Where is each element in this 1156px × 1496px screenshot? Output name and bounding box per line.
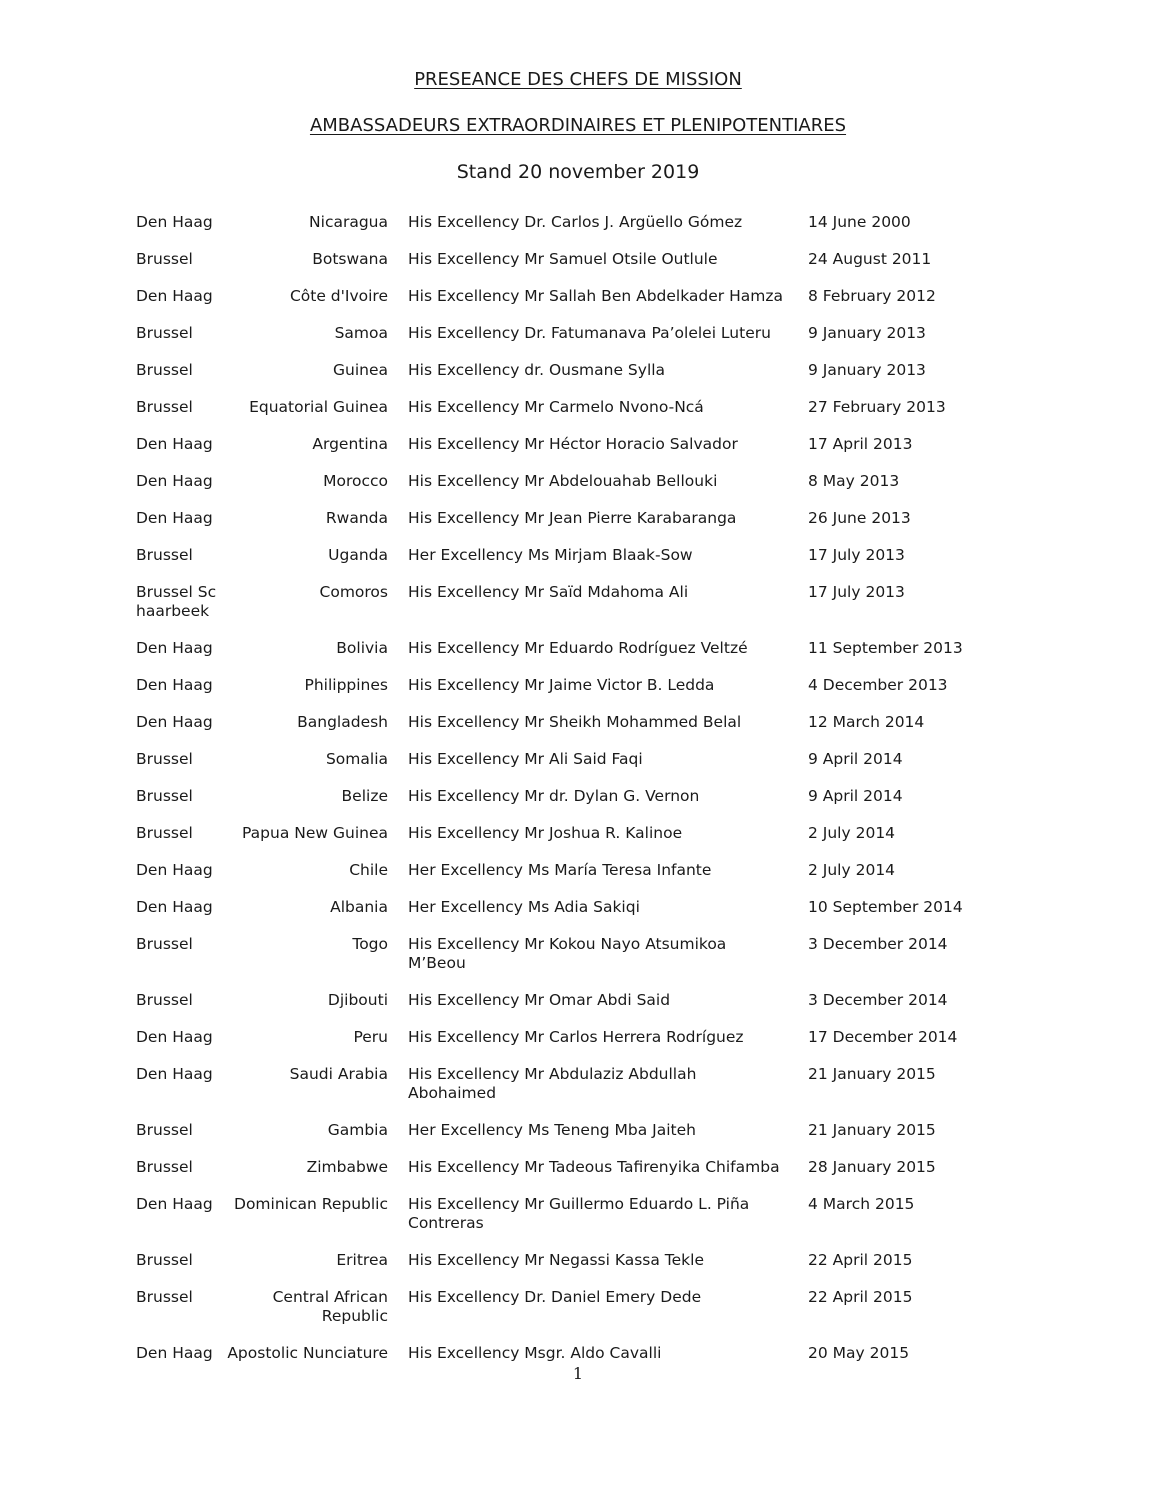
- city-cell: Brussel: [136, 1288, 193, 1306]
- accreditation-date-cell: 14 June 2000: [808, 213, 911, 231]
- country-cell: Equatorial Guinea: [249, 398, 388, 416]
- accreditation-date-cell: 12 March 2014: [808, 713, 925, 731]
- accreditation-date-cell: 17 December 2014: [808, 1028, 958, 1046]
- accreditation-date-cell: 2 July 2014: [808, 861, 896, 879]
- ambassador-name-cell: His Excellency Mr Saïd Mdahoma Ali: [408, 583, 689, 601]
- city-cell: Den Haag: [136, 435, 213, 453]
- ambassador-name-cell: His Excellency dr. Ousmane Sylla: [408, 361, 666, 379]
- city-cell: Brussel: [136, 1251, 193, 1269]
- country-cell: Somalia: [325, 750, 388, 768]
- ambassador-name-cell: Her Excellency Ms Teneng Mba Jaiteh: [408, 1121, 696, 1139]
- country-cell: Peru: [353, 1028, 388, 1046]
- table-row: [136, 861, 1016, 898]
- country-cell: Saudi Arabia: [289, 1065, 388, 1083]
- ambassador-name-cell: His Excellency Mr Negassi Kassa Tekle: [408, 1251, 704, 1269]
- accreditation-date-cell: 9 April 2014: [808, 787, 903, 805]
- table-row: [136, 472, 1016, 509]
- table-row: [136, 991, 1016, 1028]
- country-cell: Bangladesh: [297, 713, 388, 731]
- city-cell: Brussel: [136, 824, 193, 842]
- city-cell: Den Haag: [136, 898, 213, 916]
- country-cell: Nicaragua: [309, 213, 388, 231]
- ambassador-name-cell: His Excellency Dr. Daniel Emery Dede: [408, 1288, 702, 1306]
- ambassador-name-cell: His Excellency Mr Carlos Herrera Rodríguez: [408, 1028, 744, 1046]
- table-row: [136, 750, 1016, 787]
- city-cell: Den Haag: [136, 1028, 213, 1046]
- ambassador-name-cell: His Excellency Mr Kokou Nayo Atsumikoa M’Beou: [408, 935, 727, 972]
- ambassador-name-cell: His Excellency Mr Samuel Otsile Outlule: [408, 250, 718, 268]
- country-cell: Apostolic Nunciature: [227, 1344, 388, 1362]
- table-row: [136, 787, 1016, 824]
- city-cell: Den Haag: [136, 287, 213, 305]
- country-cell: Samoa: [334, 324, 388, 342]
- accreditation-date-cell: 9 January 2013: [808, 361, 926, 379]
- country-cell: Guinea: [333, 361, 388, 379]
- table-row: [136, 398, 1016, 435]
- ambassador-name-cell: His Excellency Mr Jaime Victor B. Ledda: [408, 676, 715, 694]
- table-row: [136, 639, 1016, 676]
- table-row: [136, 1195, 1016, 1251]
- accreditation-date-cell: 28 January 2015: [808, 1158, 936, 1176]
- city-cell: Brussel: [136, 361, 193, 379]
- page-number: 1: [572, 1364, 584, 1383]
- table-row: [136, 324, 1016, 361]
- ambassador-name-cell: His Excellency Mr Sallah Ben Abdelkader Hamza: [408, 287, 783, 305]
- city-cell: Brussel: [136, 546, 193, 564]
- table-row: [136, 546, 1016, 583]
- document-subtitle: AMBASSADEURS EXTRAORDINAIRES ET PLENIPOTENTIARES: [309, 115, 847, 136]
- precedence-table: [136, 213, 1016, 1381]
- accreditation-date-cell: 11 September 2013: [808, 639, 963, 657]
- table-row: [136, 1158, 1016, 1195]
- country-cell: Botswana: [312, 250, 388, 268]
- accreditation-date-cell: 21 January 2015: [808, 1065, 936, 1083]
- country-cell: Morocco: [323, 472, 388, 490]
- country-cell: Rwanda: [325, 509, 388, 527]
- accreditation-date-cell: 10 September 2014: [808, 898, 963, 916]
- table-row: [136, 1065, 1016, 1121]
- city-cell: Brussel: [136, 1158, 193, 1176]
- ambassador-name-cell: His Excellency Mr Sheikh Mohammed Belal: [408, 713, 742, 731]
- ambassador-name-cell: His Excellency Mr Ali Said Faqi: [408, 750, 643, 768]
- country-cell: Philippines: [304, 676, 388, 694]
- ambassador-name-cell: His Excellency Mr Guillermo Eduardo L. Piña Contreras: [408, 1195, 750, 1232]
- ambassador-name-cell: Her Excellency Ms Mirjam Blaak-Sow: [408, 546, 693, 564]
- table-row: [136, 583, 1016, 639]
- country-cell: Bolivia: [336, 639, 388, 657]
- ambassador-name-cell: His Excellency Mr Héctor Horacio Salvador: [408, 435, 738, 453]
- ambassador-name-cell: His Excellency Mr Omar Abdi Said: [408, 991, 671, 1009]
- country-cell: Papua New Guinea: [242, 824, 388, 842]
- country-cell: Albania: [330, 898, 388, 916]
- accreditation-date-cell: 8 February 2012: [808, 287, 936, 305]
- accreditation-date-cell: 9 January 2013: [808, 324, 926, 342]
- ambassador-name-cell: His Excellency Mr Jean Pierre Karabaranga: [408, 509, 737, 527]
- accreditation-date-cell: 2 July 2014: [808, 824, 896, 842]
- ambassador-name-cell: His Excellency Mr Eduardo Rodríguez Veltzé: [408, 639, 748, 657]
- city-cell: Den Haag: [136, 509, 213, 527]
- country-cell: Côte d'Ivoire: [289, 287, 388, 305]
- table-row: [136, 287, 1016, 324]
- accreditation-date-cell: 17 July 2013: [808, 546, 905, 564]
- accreditation-date-cell: 17 July 2013: [808, 583, 905, 601]
- table-row: [136, 935, 1016, 991]
- city-cell: Brussel Schaarbeek: [136, 583, 217, 620]
- country-cell: Comoros: [319, 583, 388, 601]
- table-row: [136, 509, 1016, 546]
- country-cell: Uganda: [328, 546, 388, 564]
- city-cell: Den Haag: [136, 676, 213, 694]
- city-cell: Brussel: [136, 750, 193, 768]
- table-row: [136, 713, 1016, 750]
- table-row: [136, 1028, 1016, 1065]
- ambassador-name-cell: His Excellency Mr Abdelouahab Bellouki: [408, 472, 718, 490]
- ambassador-name-cell: His Excellency Msgr. Aldo Cavalli: [408, 1344, 662, 1362]
- ambassador-name-cell: His Excellency Mr Carmelo Nvono-Ncá: [408, 398, 704, 416]
- ambassador-name-cell: His Excellency Mr dr. Dylan G. Vernon: [408, 787, 700, 805]
- accreditation-date-cell: 22 April 2015: [808, 1288, 913, 1306]
- accreditation-date-cell: 3 December 2014: [808, 991, 948, 1009]
- ambassador-name-cell: His Excellency Mr Joshua R. Kalinoe: [408, 824, 683, 842]
- city-cell: Brussel: [136, 787, 193, 805]
- country-cell: Central African Republic: [272, 1288, 388, 1325]
- country-cell: Togo: [352, 935, 388, 953]
- table-row: [136, 824, 1016, 861]
- document-date-line: Stand 20 november 2019: [456, 161, 700, 183]
- country-cell: Belize: [341, 787, 388, 805]
- country-cell: Eritrea: [336, 1251, 388, 1269]
- country-cell: Gambia: [327, 1121, 388, 1139]
- ambassador-name-cell: Her Excellency Ms María Teresa Infante: [408, 861, 712, 879]
- country-cell: Zimbabwe: [306, 1158, 388, 1176]
- city-cell: Den Haag: [136, 1344, 213, 1362]
- city-cell: Den Haag: [136, 639, 213, 657]
- city-cell: Brussel: [136, 991, 193, 1009]
- city-cell: Brussel: [136, 324, 193, 342]
- table-row: [136, 1288, 1016, 1344]
- ambassador-name-cell: His Excellency Dr. Fatumanava Pa’olelei Luteru: [408, 324, 771, 342]
- accreditation-date-cell: 20 May 2015: [808, 1344, 910, 1362]
- accreditation-date-cell: 22 April 2015: [808, 1251, 913, 1269]
- ambassador-name-cell: Her Excellency Ms Adia Sakiqi: [408, 898, 640, 916]
- ambassador-name-cell: His Excellency Dr. Carlos J. Argüello Gómez: [408, 213, 743, 231]
- ambassador-name-cell: His Excellency Mr Tadeous Tafirenyika Chifamba: [408, 1158, 780, 1176]
- accreditation-date-cell: 4 December 2013: [808, 676, 948, 694]
- city-cell: Den Haag: [136, 1065, 213, 1083]
- accreditation-date-cell: 9 April 2014: [808, 750, 903, 768]
- table-row: [136, 1121, 1016, 1158]
- accreditation-date-cell: 24 August 2011: [808, 250, 932, 268]
- accreditation-date-cell: 26 June 2013: [808, 509, 911, 527]
- city-cell: Brussel: [136, 250, 193, 268]
- country-cell: Chile: [349, 861, 388, 879]
- city-cell: Den Haag: [136, 1195, 213, 1213]
- ambassador-name-cell: His Excellency Mr Abdulaziz Abdullah Abohaimed: [408, 1065, 697, 1102]
- document-title: PRESEANCE DES CHEFS DE MISSION: [414, 69, 742, 90]
- table-row: [136, 676, 1016, 713]
- table-row: [136, 435, 1016, 472]
- table-row: [136, 1251, 1016, 1288]
- city-cell: Den Haag: [136, 861, 213, 879]
- table-row: [136, 361, 1016, 398]
- city-cell: Brussel: [136, 1121, 193, 1139]
- city-cell: Den Haag: [136, 713, 213, 731]
- city-cell: Brussel: [136, 398, 193, 416]
- country-cell: Argentina: [312, 435, 388, 453]
- city-cell: Den Haag: [136, 213, 213, 231]
- table-row: [136, 898, 1016, 935]
- table-row: [136, 213, 1016, 250]
- accreditation-date-cell: 17 April 2013: [808, 435, 913, 453]
- city-cell: Brussel: [136, 935, 193, 953]
- city-cell: Den Haag: [136, 472, 213, 490]
- accreditation-date-cell: 27 February 2013: [808, 398, 946, 416]
- accreditation-date-cell: 4 March 2015: [808, 1195, 915, 1213]
- accreditation-date-cell: 3 December 2014: [808, 935, 948, 953]
- table-row: [136, 250, 1016, 287]
- accreditation-date-cell: 8 May 2013: [808, 472, 900, 490]
- country-cell: Dominican Republic: [234, 1195, 388, 1213]
- country-cell: Djibouti: [327, 991, 388, 1009]
- accreditation-date-cell: 21 January 2015: [808, 1121, 936, 1139]
